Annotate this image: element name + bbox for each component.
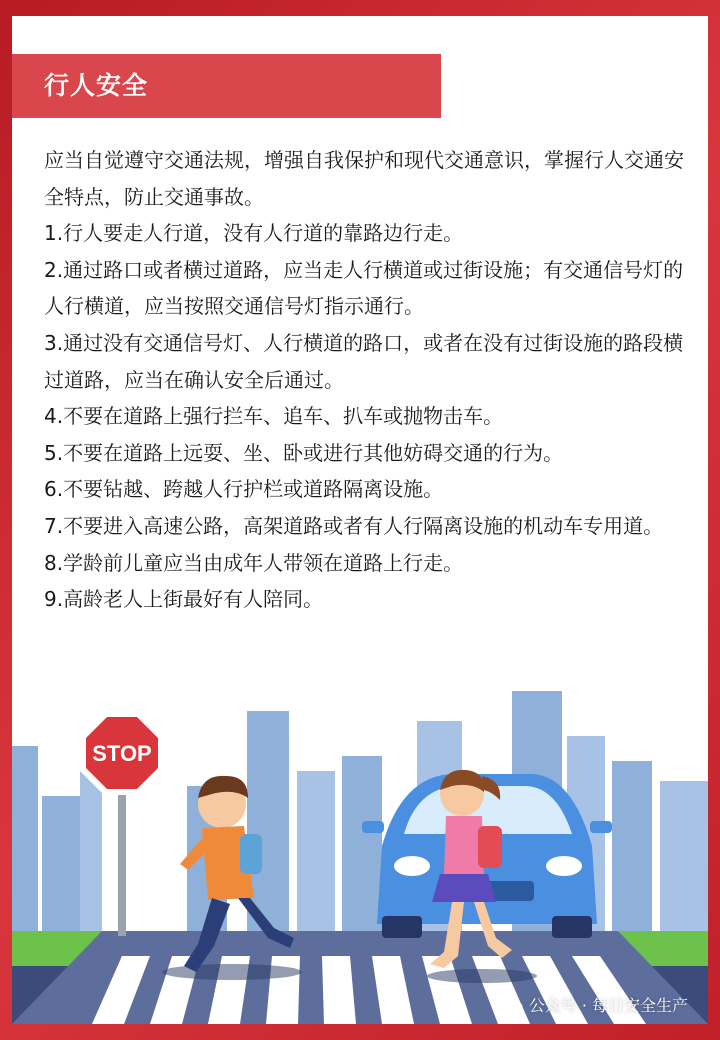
rule-item-3: 3.通过没有交通信号灯、人行横道的路口，或者在没有过街设施的路段横过道路，应当在确认安全后通过。	[44, 330, 684, 392]
rule-item-2: 2.通过路口或者横过道路，应当走人行横道或过街设施；有交通信号灯的人行横道，应当按照交通信号灯指示通行。	[44, 257, 684, 319]
rule-item-7: 7.不要进入高速公路，高架道路或者有人行隔离设施的机动车专用道。	[44, 513, 664, 538]
rule-item-5: 5.不要在道路上远耍、坐、卧或进行其他妨碍交通的行为。	[44, 440, 564, 465]
rule-item-4: 4.不要在道路上强行拦车、追车、扒车或抛物击车。	[44, 404, 504, 429]
wechat-icon	[503, 996, 523, 1014]
intro-paragraph: 应当自觉遵守交通法规，增强自我保护和现代交通意识，掌握行人交通安全特点，防止交通事故。	[44, 148, 684, 209]
article-body	[44, 142, 684, 618]
watermark-text: 公众号 · 每日安全生产	[528, 996, 688, 1015]
page-title: 行人安全	[44, 71, 149, 100]
rule-item-6: 6.不要钻越、跨越人行护栏或道路隔离设施。	[44, 477, 444, 502]
content-card	[12, 16, 708, 1024]
wechat-watermark	[503, 993, 688, 1016]
title-banner	[12, 54, 441, 118]
rule-item-9: 9.高龄老人上街最好有人陪同。	[44, 587, 324, 612]
pedestrian-illustration	[12, 676, 708, 1024]
stop-sign-label: STOP	[92, 741, 152, 766]
rule-item-1: 1.行人要走人行道，没有人行道的靠路边行走。	[44, 221, 464, 246]
rule-item-8: 8.学龄前儿童应当由成年人带领在道路上行走。	[44, 550, 464, 575]
